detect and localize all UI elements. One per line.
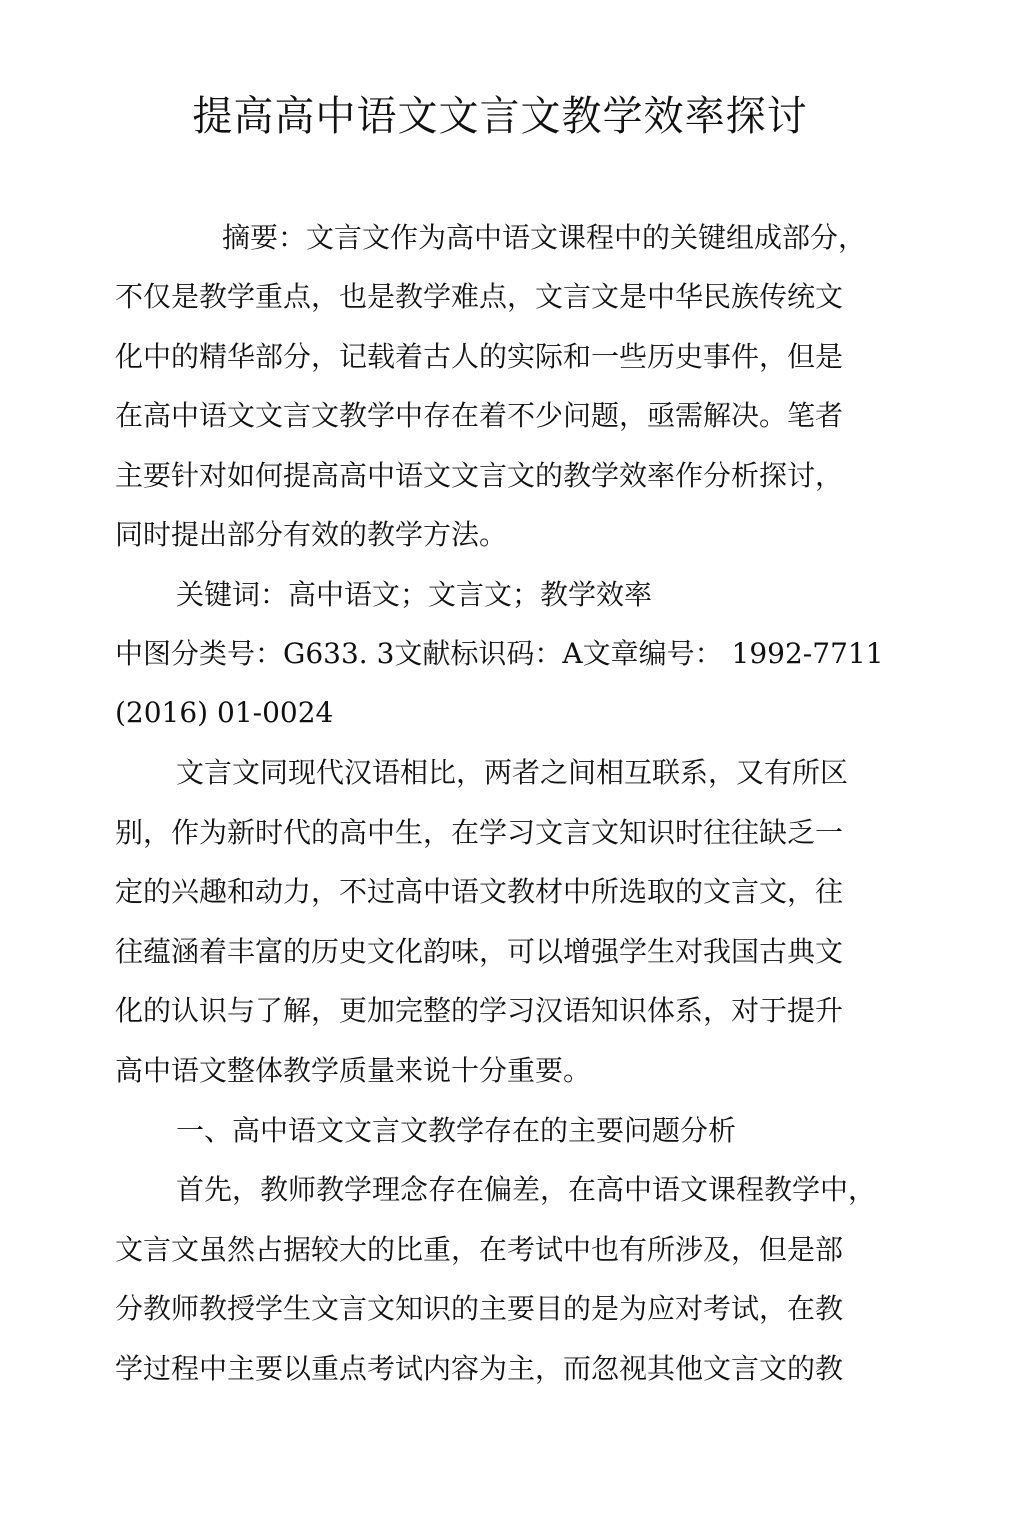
body-line-4: 往蕴涵着丰富的历史文化韵味，可以增强学生对我国古典文 bbox=[115, 935, 844, 968]
section-line-2: 文言文虽然占据较大的比重，在考试中也有所涉及，但是部 bbox=[115, 1233, 844, 1266]
abstract-line-1: 摘要：文言文作为高中语文课程中的关键组成部分， bbox=[222, 221, 867, 254]
classification-line: 中图分类号：G633. 3文献标识码：A文章编号： 1992-7711 bbox=[115, 637, 884, 670]
section-line-3: 分教师教授学生文言文知识的主要目的是为应对考试，在教 bbox=[115, 1292, 844, 1325]
abstract-line-5: 主要针对如何提高高中语文文言文的教学效率作分析探讨， bbox=[115, 459, 844, 492]
document-title: 提高高中语文文言文教学效率探讨 bbox=[192, 92, 808, 140]
abstract-line-3: 化中的精华部分，记载着古人的实际和一些历史事件，但是 bbox=[115, 340, 844, 373]
section-line-4: 学过程中主要以重点考试内容为主，而忽视其他文言文的教 bbox=[115, 1352, 844, 1385]
body-line-5: 化的认识与了解，更加完整的学习汉语知识体系，对于提升 bbox=[115, 994, 844, 1027]
body-line-1: 文言文同现代汉语相比，两者之间相互联系，又有所区 bbox=[176, 756, 849, 789]
abstract-line-4: 在高中语文文言文教学中存在着不少问题，亟需解决。笔者 bbox=[115, 399, 844, 432]
abstract-line-2: 不仅是教学重点，也是教学难点，文言文是中华民族传统文 bbox=[115, 280, 844, 313]
body-line-2: 别，作为新时代的高中生，在学习文言文知识时往往缺乏一 bbox=[115, 816, 844, 849]
abstract-line-6: 同时提出部分有效的教学方法。 bbox=[115, 518, 508, 551]
keywords-line: 关键词：高中语文；文言文；教学效率 bbox=[176, 578, 653, 611]
classification-line-2: (2016) 01-0024 bbox=[115, 696, 334, 729]
body-line-3: 定的兴趣和动力，不过高中语文教材中所选取的文言文，往 bbox=[115, 875, 844, 908]
section-heading: 一、高中语文文言文教学存在的主要问题分析 bbox=[176, 1114, 737, 1147]
body-line-6: 高中语文整体教学质量来说十分重要。 bbox=[115, 1054, 592, 1087]
section-line-1: 首先，教师教学理念存在偏差，在高中语文课程教学中， bbox=[176, 1173, 877, 1206]
